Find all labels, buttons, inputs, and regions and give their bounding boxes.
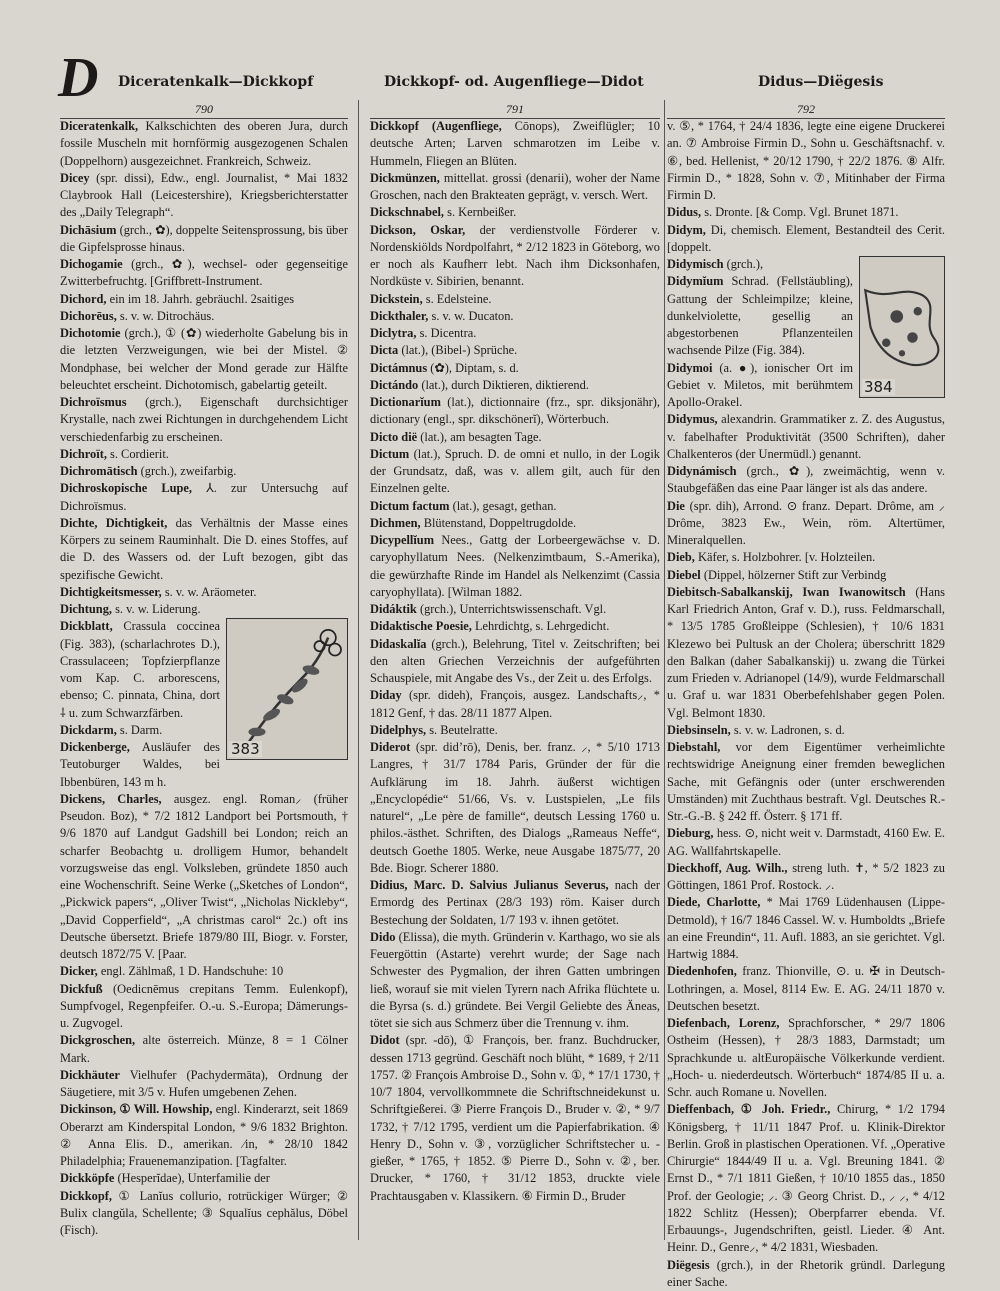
entry-text: Vielhufer (Pachydermāta), Ordnung der Säugetiere, mit 3/5 v. Hufen umgebenen Zehen. xyxy=(60,1068,348,1099)
dictionary-entry xyxy=(370,532,660,601)
entry-headword: Dickfuß xyxy=(60,982,103,996)
entry-headword: Didáktik xyxy=(370,602,417,616)
entry-text: Chirurg, * 1/2 1794 Königsberg, † 11/11 1847 Prof. u. Klinik-Direktor Berlin. Groß in plastischen Operationen. Vf. „Operative Chirurgie“ 1844/49 II u. a. Vgl. Breuning 1841. ② Ernst D., * 7/1 1811 Gießen, † 10/10 1855 das., 1850 Prof. der Geologie; ⸝. ③ Georg Christ. D., ⸝ ⸝, * 4/12 1822 Schlitz (Hessen); Oberpfarrer ebenda. Vf. Erbauungs-, Jugendschriften, geistl. Lieder. ④ Ant. Heinr. D., Genre⸝, * 4/2 1831, Wiesbaden. xyxy=(667,1102,945,1254)
dictionary-entry xyxy=(60,222,348,257)
entry-text: (Hesperĭdae), Unterfamilie der xyxy=(118,1171,270,1185)
entry-text: franz. Thionville, ⊙. u. ✠ in Deutsch-Lothringen, a. Mosel, 8114 Ew. E. AG. 24/11 1870 v. Deutschen besetzt. xyxy=(667,964,945,1013)
dictionary-entry xyxy=(370,618,660,635)
dictionary-entry xyxy=(60,515,348,584)
entry-headword: Dichogamie xyxy=(60,257,123,271)
entry-text: Kalkschichten des oberen Jura, durch fossile Muscheln mit hornförmig ausgezogenen Schalen (Doppelhorn) ausgezeichnet. Frankreich, Schweiz. xyxy=(60,119,348,168)
entry-text: (lat.), gesagt, gethan. xyxy=(453,499,557,513)
page-number-center: 791 xyxy=(370,100,660,119)
entry-text: (lat.), (Bibel-) Sprüche. xyxy=(401,343,517,357)
entry-headword: Dieb, xyxy=(667,550,695,564)
entry-text: Käfer, s. Holzbohrer. [v. Holzteilen. xyxy=(698,550,875,564)
entry-text: (grch.), ① (✿) wiederholte Gabelung bis in die letzten Verzweigungen, wie bei der Mistel. ② Mondphase, bei welcher der Mond gerade zur Hälfte beleuchtet erscheint. Dichotomisch, gabelartig geteilt. xyxy=(60,326,348,392)
dictionary-entry xyxy=(370,204,660,221)
entry-headword: Dieffenbach, ① Joh. Friedr., xyxy=(667,1102,830,1116)
entry-text: mittellat. grossi (denarii), woher der Name Groschen, nach den Brakteaten geprägt, v. versch. Wert. xyxy=(370,171,660,202)
entry-headword: Diclytra, xyxy=(370,326,416,340)
entry-headword: Dictámnus xyxy=(370,361,427,375)
dictionary-entry xyxy=(60,963,348,980)
entry-headword: Dictum factum xyxy=(370,499,450,513)
dictionary-entry xyxy=(60,480,348,515)
dictionary-entry xyxy=(60,446,348,463)
dictionary-entry xyxy=(370,170,660,205)
column-3 xyxy=(667,118,945,1243)
entry-text: s. Beutelratte. xyxy=(429,723,497,737)
dictionary-entry xyxy=(370,377,660,394)
column-2 xyxy=(370,118,660,1243)
entry-headword: Diebsinseln, xyxy=(667,723,731,737)
entry-headword: Dickdarm, xyxy=(60,723,117,737)
entry-text: hess. ⊙, nicht weit v. Darmstadt, 4160 Ew. E. AG. Wallfahrtskapelle. xyxy=(667,826,945,857)
entry-headword: Diday xyxy=(370,688,402,702)
entry-headword: Diebstahl, xyxy=(667,740,720,754)
entry-headword: Didymoi xyxy=(667,361,712,375)
entry-headword: Dichotomie xyxy=(60,326,121,340)
dictionary-entry xyxy=(60,394,348,446)
dictionary-entry xyxy=(370,601,660,618)
dictionary-entry xyxy=(667,118,945,204)
entry-text: Crassula coccinea (Fig. 383), (scharlachrotes D.), Crassulaceen; Topfzierpflanze vom Kap. C. arborescens, ebenso; C. pinnata, China, dort ⸸ u. zum Schwarzfärben. xyxy=(60,619,220,719)
entry-text: (lat.), dictionnaire (frz., spr. diksjonähr), dictionary (engl., spr. dikschönerĭ), Wörterbuch. xyxy=(370,395,660,426)
dictionary-entry xyxy=(667,411,945,463)
entry-headword: Diefenbach, Lorenz, xyxy=(667,1016,779,1030)
dictionary-entry xyxy=(60,325,348,394)
entry-text: vor dem Eigentümer verheimlichte rechtswidrige Aneignung einer fremden beweglichen Sache, mit Gefängnis oder (unter erschwerenden Umständen) mit Zuchthaus bestraft. Vgl. Deutsches R.-Str.-G.-B. § 242 ff. Österr. § 171 ff. xyxy=(667,740,945,823)
entry-text: (Hans Karl Friedrich Anton, Graf v. D.), russ. Feldmarschall, * 13/5 1785 Großleippe (Schlesien), † 10/6 1831 Klezewo bei Pultusk an der Cholera; überschritt 1829 den Balkan (daher Sabalkanskij) u. zwang die Türkei zum Frieden v. Adrianopel (14/9), wurde Feldmarschall u. Graf u. war 1831 Oberbefehlshaber gegen Polen. Vgl. Belmont 1830. xyxy=(667,585,945,720)
dictionary-entry xyxy=(370,739,660,877)
crassula-plant-illustration xyxy=(227,619,347,759)
dictionary-entry xyxy=(60,1170,348,1187)
entry-text: (✿), Diptam, s. d. xyxy=(430,361,519,375)
entry-headword: Dicker, xyxy=(60,964,98,978)
dictionary-entry xyxy=(60,981,348,1033)
entry-headword: Dicta xyxy=(370,343,398,357)
entry-headword: Dichroskopische Lupe, xyxy=(60,481,192,495)
entry-headword: Dickstein, xyxy=(370,292,423,306)
entry-text: (grch., ✿), doppelte Seitensprossung, bis über die Gipfelsprosse hinaus. xyxy=(60,223,348,254)
entry-text: s. Cordierit. xyxy=(110,447,169,461)
dictionary-entry xyxy=(60,170,348,222)
entry-text: (spr. dissi), Edw., engl. Journalist, * Mai 1832 Claybrook Hall (Leicestershire), Kriegsberichterstatter des „Daily Telegraph“. xyxy=(60,171,348,220)
figure-number: 384 xyxy=(862,379,895,395)
entry-headword: Dicey xyxy=(60,171,90,185)
entry-text: der verdienstvolle Förderer v. Nordenskiölds Nordpolfahrt, * 2/12 1823 in Göteborg, wo er noch als Kaufherr lebt. Nach ihm Dicksonhafen, Nordküste v. Sibirien, benannt. xyxy=(370,223,660,289)
column-divider-2 xyxy=(664,100,665,1240)
dictionary-entry xyxy=(370,394,660,429)
entry-headword: Didymus, xyxy=(667,412,718,426)
dictionary-entry xyxy=(667,1015,945,1101)
entry-headword: Dickson, Oskar, xyxy=(370,223,465,237)
entry-text: engl. Kinderarzt, seit 1869 Oberarzt am Kinderspital London, * 9/6 1832 Brighton. ② Anna Elis. D., amerikan. ⁄in, * 28/10 1842 Philadelphia; Frauenemanzipation. [Tagfalter. xyxy=(60,1102,348,1168)
entry-headword: Dickblatt, xyxy=(60,619,113,633)
entry-text: das Verhältnis der Masse eines Körpers zu seinem Rauminhalt. Die D. eines Stoffes, auf die D. des Wassers od. der Luft bezogen, gibt das spezifische Gewicht. xyxy=(60,516,348,582)
entry-text: s. v. w. Ladronen, s. d. xyxy=(734,723,845,737)
entry-text: s. Edelsteine. xyxy=(426,292,492,306)
entry-headword: Diebitsch-Sabalkanskij, Iwan Iwanowitsch xyxy=(667,585,906,599)
entry-headword: Dickköpfe xyxy=(60,1171,114,1185)
entry-text: s. v. w. Liderung. xyxy=(115,602,200,616)
entry-text: (grch.), zweifarbig. xyxy=(141,464,237,478)
entry-text: Cōnops), Zweiflügler; 10 deutsche Arten; Larven schmarotzen im Leibe v. Hummeln, Fliegen an Blüten. xyxy=(370,119,660,168)
entry-text: s. Kernbeißer. xyxy=(447,205,516,219)
entry-text: (spr. dih), Arrond. ⊙ franz. Depart. Drôme, am ⸝ Drôme, 3823 Ew., Wein, röm. Altertümer, Mineralquellen. xyxy=(667,499,945,548)
page-number-right: 792 xyxy=(667,100,945,119)
entry-headword: Didus, xyxy=(667,205,701,219)
entry-headword: Dichorēus, xyxy=(60,309,117,323)
didymium-fungus-illustration xyxy=(860,257,944,397)
dictionary-entry xyxy=(60,256,348,291)
entry-text: (Oedicnēmus crepitans Temm. Eulenkopf), Sumpfvogel, Regenpfeifer. O.-u. S.-Europa; Dämerungs- u. Zugvogel. xyxy=(60,982,348,1031)
entry-text: s. Dronte. [& Comp. Vgl. Brunet 1871. xyxy=(704,205,898,219)
entry-headword: Dichāsium xyxy=(60,223,116,237)
entry-headword: Dickkopf, xyxy=(60,1189,112,1203)
entry-text: (grch.), Unterrichtswissenschaft. Vgl. xyxy=(420,602,606,616)
entry-headword: Didius, Marc. D. Salvius Julianus Severus, xyxy=(370,878,609,892)
entry-text: s. v. w. Ditrochäus. xyxy=(120,309,214,323)
entry-text: (grch., ✿), zweimächtig, wenn v. Staubgefäßen das eine Paar länger ist als das andere. xyxy=(667,464,945,495)
dictionary-entry xyxy=(60,601,348,618)
entry-text: Blütenstand, Doppeltrugdolde. xyxy=(424,516,576,530)
entry-headword: Dictum xyxy=(370,447,409,461)
entry-headword: Didaskalĭa xyxy=(370,637,426,651)
entry-headword: Dickmünzen, xyxy=(370,171,440,185)
entry-headword: Didaktische Poesie, xyxy=(370,619,472,633)
dictionary-entry xyxy=(60,791,348,964)
dictionary-entry xyxy=(667,463,945,498)
dictionary-entry xyxy=(370,722,660,739)
entry-text: (grch.), xyxy=(727,257,763,271)
dictionary-entry xyxy=(60,1188,348,1240)
entry-headword: Didot xyxy=(370,1033,400,1047)
entry-text: streng luth. ✝, * 5/2 1823 zu Göttingen, 1861 Prof. Rostock. ⸝. xyxy=(667,861,945,892)
entry-text: engl. Zählmaß, 1 D. Handschuhe: 10 xyxy=(101,964,283,978)
dictionary-entry xyxy=(667,722,945,739)
dictionary-entry xyxy=(60,1101,348,1170)
dictionary-entry xyxy=(370,308,660,325)
dictionary-entry xyxy=(667,825,945,860)
figure-383 xyxy=(226,618,348,760)
entry-headword: Dichroïsmus xyxy=(60,395,127,409)
entry-text: s. v. w. Aräometer. xyxy=(165,585,257,599)
entry-text: Di, chemisch. Element, Bestandteil des Cerit. [doppelt. xyxy=(667,223,945,254)
dictionary-entry xyxy=(60,1032,348,1067)
entry-headword: Dichtigkeitsmesser, xyxy=(60,585,162,599)
entry-headword: Dido xyxy=(370,930,395,944)
dictionary-entry xyxy=(370,291,660,308)
entry-text: (grch.), Eigenschaft durchsichtiger Krystalle, nach zwei Richtungen in durchgehendem Licht verschiedenfarbig zu erscheinen. xyxy=(60,395,348,444)
entry-headword: Dickhäuter xyxy=(60,1068,120,1082)
entry-text: ⅄. zur Untersuchg auf Dichroïsmus. xyxy=(60,481,348,512)
entry-text: (Dippel, hölzerner Stift zur Verbindg xyxy=(704,568,886,582)
entry-headword: Dichroït, xyxy=(60,447,107,461)
dictionary-entry xyxy=(370,360,660,377)
entry-text: (grch.), in der Rhetorik gründl. Darlegung einer Sache. xyxy=(667,1258,945,1289)
entry-headword: Didynámisch xyxy=(667,464,737,478)
entry-text: (Elissa), die myth. Gründerin v. Karthago, wo sie als Feuergöttin (Astarte) verehrt wurde; der Sage nach Schwester des Pygmalion, der ihren Gatten umbringen ließ, worauf sie mit vielen Tyrern nach Afrika flüchtete u. die Byrsa (s. d.) gründete. Bei Vergil Geliebte des Äneas, tötet sie sich aus Schmerz über die Trennung v. ihm. xyxy=(370,930,660,1030)
dictionary-entry xyxy=(667,1101,945,1256)
dictionary-entry xyxy=(370,342,660,359)
dictionary-entry xyxy=(667,204,945,221)
dictionary-entry xyxy=(667,222,945,257)
entry-headword: Didym, xyxy=(667,223,706,237)
entry-text: (grch., ✿), wechsel- oder gegenseitige Zwitterbefruchtg. [Griffbrett-Instrument. xyxy=(60,257,348,288)
entry-text: Lehrdichtg, s. Lehrgedicht. xyxy=(475,619,609,633)
dictionary-entry xyxy=(370,687,660,722)
dictionary-entry xyxy=(370,636,660,688)
section-letter: D xyxy=(58,50,98,106)
entry-text: s. v. w. Ducaton. xyxy=(432,309,514,323)
page-number-left: 790 xyxy=(60,100,348,119)
entry-text: ① Lanĭus collurio, rotrückiger Würger; ② Bulix clangŭla, Schellente; ③ Squalĭus cephălus, Döbel (Fisch). xyxy=(60,1189,348,1238)
running-head-right: Didus—Diëgesis xyxy=(758,74,918,100)
dictionary-entry xyxy=(370,118,660,170)
entry-text: alexandrin. Grammatiker z. Z. des Augustus, v. fabelhafter Produktivität (3500 Schriften), daher Chalkenteros (der Unermüdl.) genannt. xyxy=(667,412,945,461)
entry-headword: Diedenhofen, xyxy=(667,964,737,978)
entry-headword: Dichte, Dichtigkeit, xyxy=(60,516,167,530)
entry-headword: Dickthaler, xyxy=(370,309,428,323)
dictionary-entry xyxy=(370,429,660,446)
dictionary-entry xyxy=(667,567,945,584)
dictionary-entry xyxy=(60,584,348,601)
entry-text: Schrad. (Fellstäubling), Gattung der Schleimpilze; kleine, dunkelviolette, gesellig an abgestorbenen Pflanzenteilen wachsende Pilze (Fig. 384). xyxy=(667,274,853,357)
entry-text: s. Dicentra. xyxy=(420,326,477,340)
entry-headword: Dicto diё xyxy=(370,430,417,444)
entry-headword: Dickschnabel, xyxy=(370,205,444,219)
entry-text: Sprachforscher, * 29/7 1806 Ostheim (Hessen), † 28/3 1883, Darmstadt; um Sprachkunde u. altEuropäische Völkerkunde verdient. „Hoch- u. niederdeutsch. Wörterbuch“ 1874/85 II u. a. Schr. auch Romane u. Novellen. xyxy=(667,1016,945,1099)
entry-headword: Dichtung, xyxy=(60,602,112,616)
entry-headword: Dichromātisch xyxy=(60,464,138,478)
dictionary-entry xyxy=(370,929,660,1033)
dictionary-entry xyxy=(60,308,348,325)
entry-headword: Diderot xyxy=(370,740,410,754)
dictionary-entry xyxy=(667,860,945,895)
entry-headword: Dickkopf (Augenfliege, xyxy=(370,119,502,133)
entry-text: nach der Ermordg des Pertinax (28/3 193) röm. Kaiser durch Bestechung der Soldaten, 1/7 193 v. ihnen getötet. xyxy=(370,878,660,927)
entry-text: (spr. did’rō), Denis, ber. franz. ⸝, * 5/10 1713 Langres, † 31/7 1784 Paris, Gründer der für die Aufklärung im 18. Jahrh. äußerst wichtigen „Encyclopédie“ 51/66, Vs. v. Lustspielen, „Le fils naturel“, „Le père de famille“, deutsch Lessing 1760 u. philos.-ästhet. Schriften, des Dialogs „Rameaus Neffe“, deutsch Goethe 1805. Werke, neue Ausgabe 1875/77, 20 Bde. Biogr. Scherer 1880. xyxy=(370,740,660,875)
entry-headword: Didymisch xyxy=(667,257,723,271)
running-head-center: Dickkopf- od. Augenfliege—Didot xyxy=(384,74,644,100)
entry-text: ein im 18. Jahrh. gebräuchl. 2saitiges xyxy=(110,292,294,306)
dictionary-entry xyxy=(667,584,945,722)
dictionary-entry xyxy=(370,446,660,498)
entry-headword: Dicypellĭum xyxy=(370,533,434,547)
dictionary-entry xyxy=(667,549,945,566)
dictionary-entry xyxy=(667,963,945,1015)
column-1 xyxy=(60,118,348,1243)
entry-text: alte österreich. Münze, 8 = 1 Cölner Mark. xyxy=(60,1033,348,1064)
entry-text: (spr. -dō), ① François, ber. franz. Buchdrucker, dessen 1713 gegründ. Geschäft noch blüht, * 1689, † 2/11 1757. ② François Ambroise D., Sohn v. ①, * 17/1 1730, † 10/7 1804, vervollkommnete die Schriftschneidekunst u. Schriftgießerei. ③ Pierre François D., Bruder v. ②, * 9/7 1732, † 7/12 1795, verdient um die Papierfabrikation. ④ Henry D., Sohn v. ③, vorzüglicher Schriftstecher u. -gießer, * 1765, † 1852. ⑤ Pierre D., Sohn v. ②, ber. Drucker, * 1760, † 31/12 1853, druckte viele Prachtausgaben v. Klassikern. ⑥ Firmin D., Bruder xyxy=(370,1033,660,1202)
entry-text: ausgez. engl. Roman⸝ (früher Pseudon. Boz), * 7/2 1812 Landport bei Portsmouth, † 9/6 1870 auf Landgut Gadshill bei London; reich an scharfer Beobachtg u. drolligem Humor, behandelt vorzugsweise das engl. Volksleben, gründete 1850 auch eine Wochenschrift. Seine Werke („Sketches of London“, „Pickwick papers“, „Oliver Twist“, „Nicholas Nickleby“, „David Copperfield“, „A christmas carol“ 2c.) oft ins Deutsche übersetzt. Briefe 1879/80 III, Biogr. v. Forster, deutsch 1872/75 V. [Paar. xyxy=(60,792,348,961)
entry-headword: Dieburg, xyxy=(667,826,713,840)
entry-text: Nees., Gattg der Lorbeergewächse v. D. caryophyllatum Nees. (Nelkenzimtbaum, S.-Amerika), die gewürzhafte Rinde im Handel als Nelkenzimt (Cassia caryophyllata). [Wilman 1882. xyxy=(370,533,660,599)
entry-headword: Dickenberge, xyxy=(60,740,130,754)
entry-headword: Dictionarĭum xyxy=(370,395,441,409)
dictionary-entry xyxy=(60,463,348,480)
dictionary-entry xyxy=(370,498,660,515)
entry-headword: Didymĭum xyxy=(667,274,723,288)
figure-384 xyxy=(859,256,945,398)
entry-text: (lat.), Spruch. D. de omni et nullo, in der Logik der Grundsatz, daß, was v. allem gilt, auch für den Einzelnen gelte. xyxy=(370,447,660,496)
entry-text: Ausläufer des Teutoburger Waldes, bei Ibbenbüren, 143 m h. xyxy=(60,740,220,789)
entry-headword: Diëgesis xyxy=(667,1258,710,1272)
entry-headword: Didelphys, xyxy=(370,723,426,737)
figure-number: 383 xyxy=(229,741,262,757)
entry-text: (lat.), am besagten Tage. xyxy=(420,430,541,444)
dictionary-entry xyxy=(370,515,660,532)
dictionary-entry xyxy=(370,1032,660,1205)
entry-headword: Diede, Charlotte, xyxy=(667,895,760,909)
entry-headword: Dickgroschen, xyxy=(60,1033,135,1047)
entry-headword: Dictándo xyxy=(370,378,418,392)
dictionary-entry xyxy=(60,291,348,308)
dictionary-entry xyxy=(60,118,348,170)
column-divider-1 xyxy=(358,100,359,1240)
entry-headword: Dickinson, ① Will. Howship, xyxy=(60,1102,212,1116)
entry-headword: Diceratenkalk, xyxy=(60,119,138,133)
dictionary-entry xyxy=(60,1067,348,1102)
dictionary-entry xyxy=(370,325,660,342)
entry-headword: Dieckhoff, Aug. Wilh., xyxy=(667,861,787,875)
dictionary-entry xyxy=(370,877,660,929)
entry-text: * Mai 1769 Lüdenhausen (Lippe-Detmold), † 16/7 1846 Cassel. W. v. Humboldts „Briefe an eine Freundin“, 11. Aufl. 1883, an sie gerichtet. Vgl. Hartwig 1884. xyxy=(667,895,945,961)
running-head-left: Diceratenkalk—Dickkopf xyxy=(118,74,300,100)
entry-text: (spr. dideh), François, ausgez. Landschafts⸝, * 1812 Genf, † das. 28/11 1877 Alpen. xyxy=(370,688,660,719)
dictionary-entry xyxy=(370,222,660,291)
entry-text: (grch.), Belehrung, Titel v. Zeitschriften; bei den alten Griechen Verzeichnis der aufgeführten Schauspiele, mit Angabe des Vs., der Zeit u. des Erfolgs. xyxy=(370,637,660,686)
entry-text: s. Darm. xyxy=(120,723,162,737)
dictionary-entry xyxy=(667,739,945,825)
entry-headword: Die xyxy=(667,499,685,513)
entry-text: v. ⑤, * 1764, † 24/4 1836, legte eine eigene Druckerei an. ⑦ Ambroise Firmin D., Sohn u. Geschäftsnachf. v. ⑥, bed. Hellenist, * 20/12 1790, † 22/2 1876. ⑧ Alfr. Firmin D., * 1828, Sohn v. ⑦, Mitinhaber der Firma Firmin D. xyxy=(667,119,945,202)
entry-headword: Dichord, xyxy=(60,292,106,306)
entry-headword: Dichmen, xyxy=(370,516,421,530)
entry-headword: Dickens, Charles, xyxy=(60,792,162,806)
dictionary-entry xyxy=(667,894,945,963)
dictionary-entry xyxy=(667,1257,945,1291)
entry-text: (a. ●), ionischer Ort im Gebiet v. Miletos, mit berühmtem Apollo-Orakel. xyxy=(667,361,853,410)
entry-headword: Diebel xyxy=(667,568,701,582)
dictionary-entry xyxy=(667,498,945,550)
entry-text: (lat.), durch Diktieren, diktierend. xyxy=(421,378,589,392)
